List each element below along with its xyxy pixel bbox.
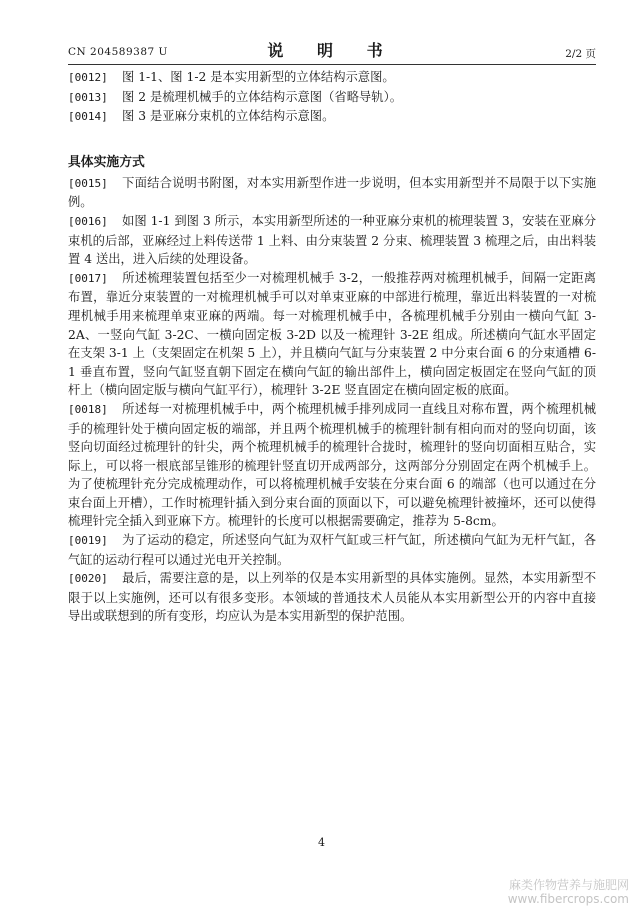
paragraph-0018 (68, 400, 596, 531)
header-divider (68, 64, 596, 65)
document-title: 说 明 书 (267, 41, 397, 60)
paragraph-text: 最后，需要注意的是，以上列举的仅是本实用新型的具体实施例。显然，本实用新型不限于以上实施例，还可以有很多变形。本领域的普通技术人员能从本实用新型公开的内容中直接导出或联想到的所有变形，均应认为是本实用新型的保护范围。 (68, 571, 596, 624)
paragraph-text: 图 1-1、图 1-2 是本实用新型的立体结构示意图。 (122, 70, 395, 84)
paragraph-number: [0015] (68, 176, 108, 190)
paragraph-text: 下面结合说明书附图，对本实用新型作进一步说明，但本实用新型并不局限于以下实施例。 (68, 175, 596, 210)
paragraph-0014 (68, 107, 596, 127)
page-indicator: 2/2 页 (565, 48, 596, 60)
paragraph-0012 (68, 68, 596, 88)
paragraph-number: [0019] (68, 534, 108, 548)
site-watermark (508, 878, 629, 906)
page-number: 4 (318, 836, 325, 849)
paragraph-text: 图 3 是亚麻分束机的立体结构示意图。 (122, 109, 335, 124)
paragraph-text: 所述梳理装置包括至少一对梳理机械手 3-2，一般推荐两对梳理机械手，间隔一定距离布置，靠近分束装置的一对梳理机械手可以对单束亚麻的中部进行梳理，靠近出料装置的一对梳理机械手用来梳理单束亚麻的两端。每一对梳理机械手中，各梳理机械手分别由一横向气缸 3-2A、一竖向气缸 3-2C、一横向固定板 3-2D 以及一梳理针 3-2E 组成。所述横向气缸水平固定在支架 3-1 上（支架固定在机架 5 上），并且横向气缸与分束装置 2 中分束台面 6 的分束通槽 6-1 垂直布置，竖向气缸竖直朝下固定在横向气缸的输出部件上，横向固定板固定在竖向气缸的顶杆上（横向固定版与横向气缸平行），梳理针 3-2E 竖直固定在横向固定板的底面。 (68, 270, 596, 398)
section-spacer (68, 127, 596, 145)
section-heading: 具体实施方式 (68, 154, 145, 170)
patent-number: CN 204589387 U (68, 46, 168, 58)
paragraph-text: 为了运动的稳定，所述竖向气缸为双杆气缸或三杆气缸，所述横向气缸为无杆气缸，各气缸的运动行程可以通过光电开关控制。 (68, 533, 596, 567)
page-header (68, 38, 596, 64)
paragraph-0016 (68, 212, 596, 269)
paragraph-number: [0014] (68, 110, 108, 124)
paragraph-number: [0012] (68, 71, 108, 84)
paragraph-0017 (68, 269, 596, 400)
paragraph-text: 如图 1-1 到图 3 所示，本实用新型所述的一种亚麻分束机的梳理装置 3，安装在亚麻分束机的后部，亚麻经过上料传送带 1 上料、由分束装置 2 分束、梳理装置 3 梳理之后，由出料装置 4 送出，进入后续的处理设备。 (68, 213, 596, 267)
paragraph-number: [0013] (68, 90, 108, 104)
paragraph-0013 (68, 88, 596, 108)
paragraph-number: [0018] (68, 402, 108, 416)
paragraph-0020 (68, 569, 596, 626)
paragraph-0015 (68, 174, 596, 212)
paragraph-number: [0016] (68, 214, 108, 228)
paragraph-0019 (68, 531, 596, 569)
watermark-url: www.fibercrops.com (507, 892, 629, 906)
watermark-name: 麻类作物营养与施肥网 (508, 878, 629, 892)
document-body (68, 68, 596, 626)
paragraph-text: 所述每一对梳理机械手中，两个梳理机械手排列成同一直线且对称布置，两个梳理机械手的梳理针处于横向固定板的端部，并且两个梳理机械手的梳理针制有相向而对的竖向切面，该竖向切面经过梳理针的针尖，两个梳理机械手的梳理针合拢时，梳理针的竖向切面相互贴合，实际上，可以将一根底部呈锥形的梳理针竖直切开成两部分，这两部分分别固定在两个机械手上。为了使梳理针充分完成梳理动作，可以将梳理机械手安装在分束台面 6 的端部（也可以通过在分束台面上开槽），工作时梳理针插入到分束台面的顶面以下，可以避免梳理针被撞坏，还可以使得梳理针完全插入到亚麻下方。梳理针的长度可以根据需要确定，推荐为 5-8cm。 (68, 401, 596, 529)
paragraph-number: [0017] (68, 271, 108, 285)
paragraph-text: 图 2 是梳理机械手的立体结构示意图（省略导轨）。 (122, 89, 403, 104)
paragraph-number: [0020] (68, 572, 108, 586)
